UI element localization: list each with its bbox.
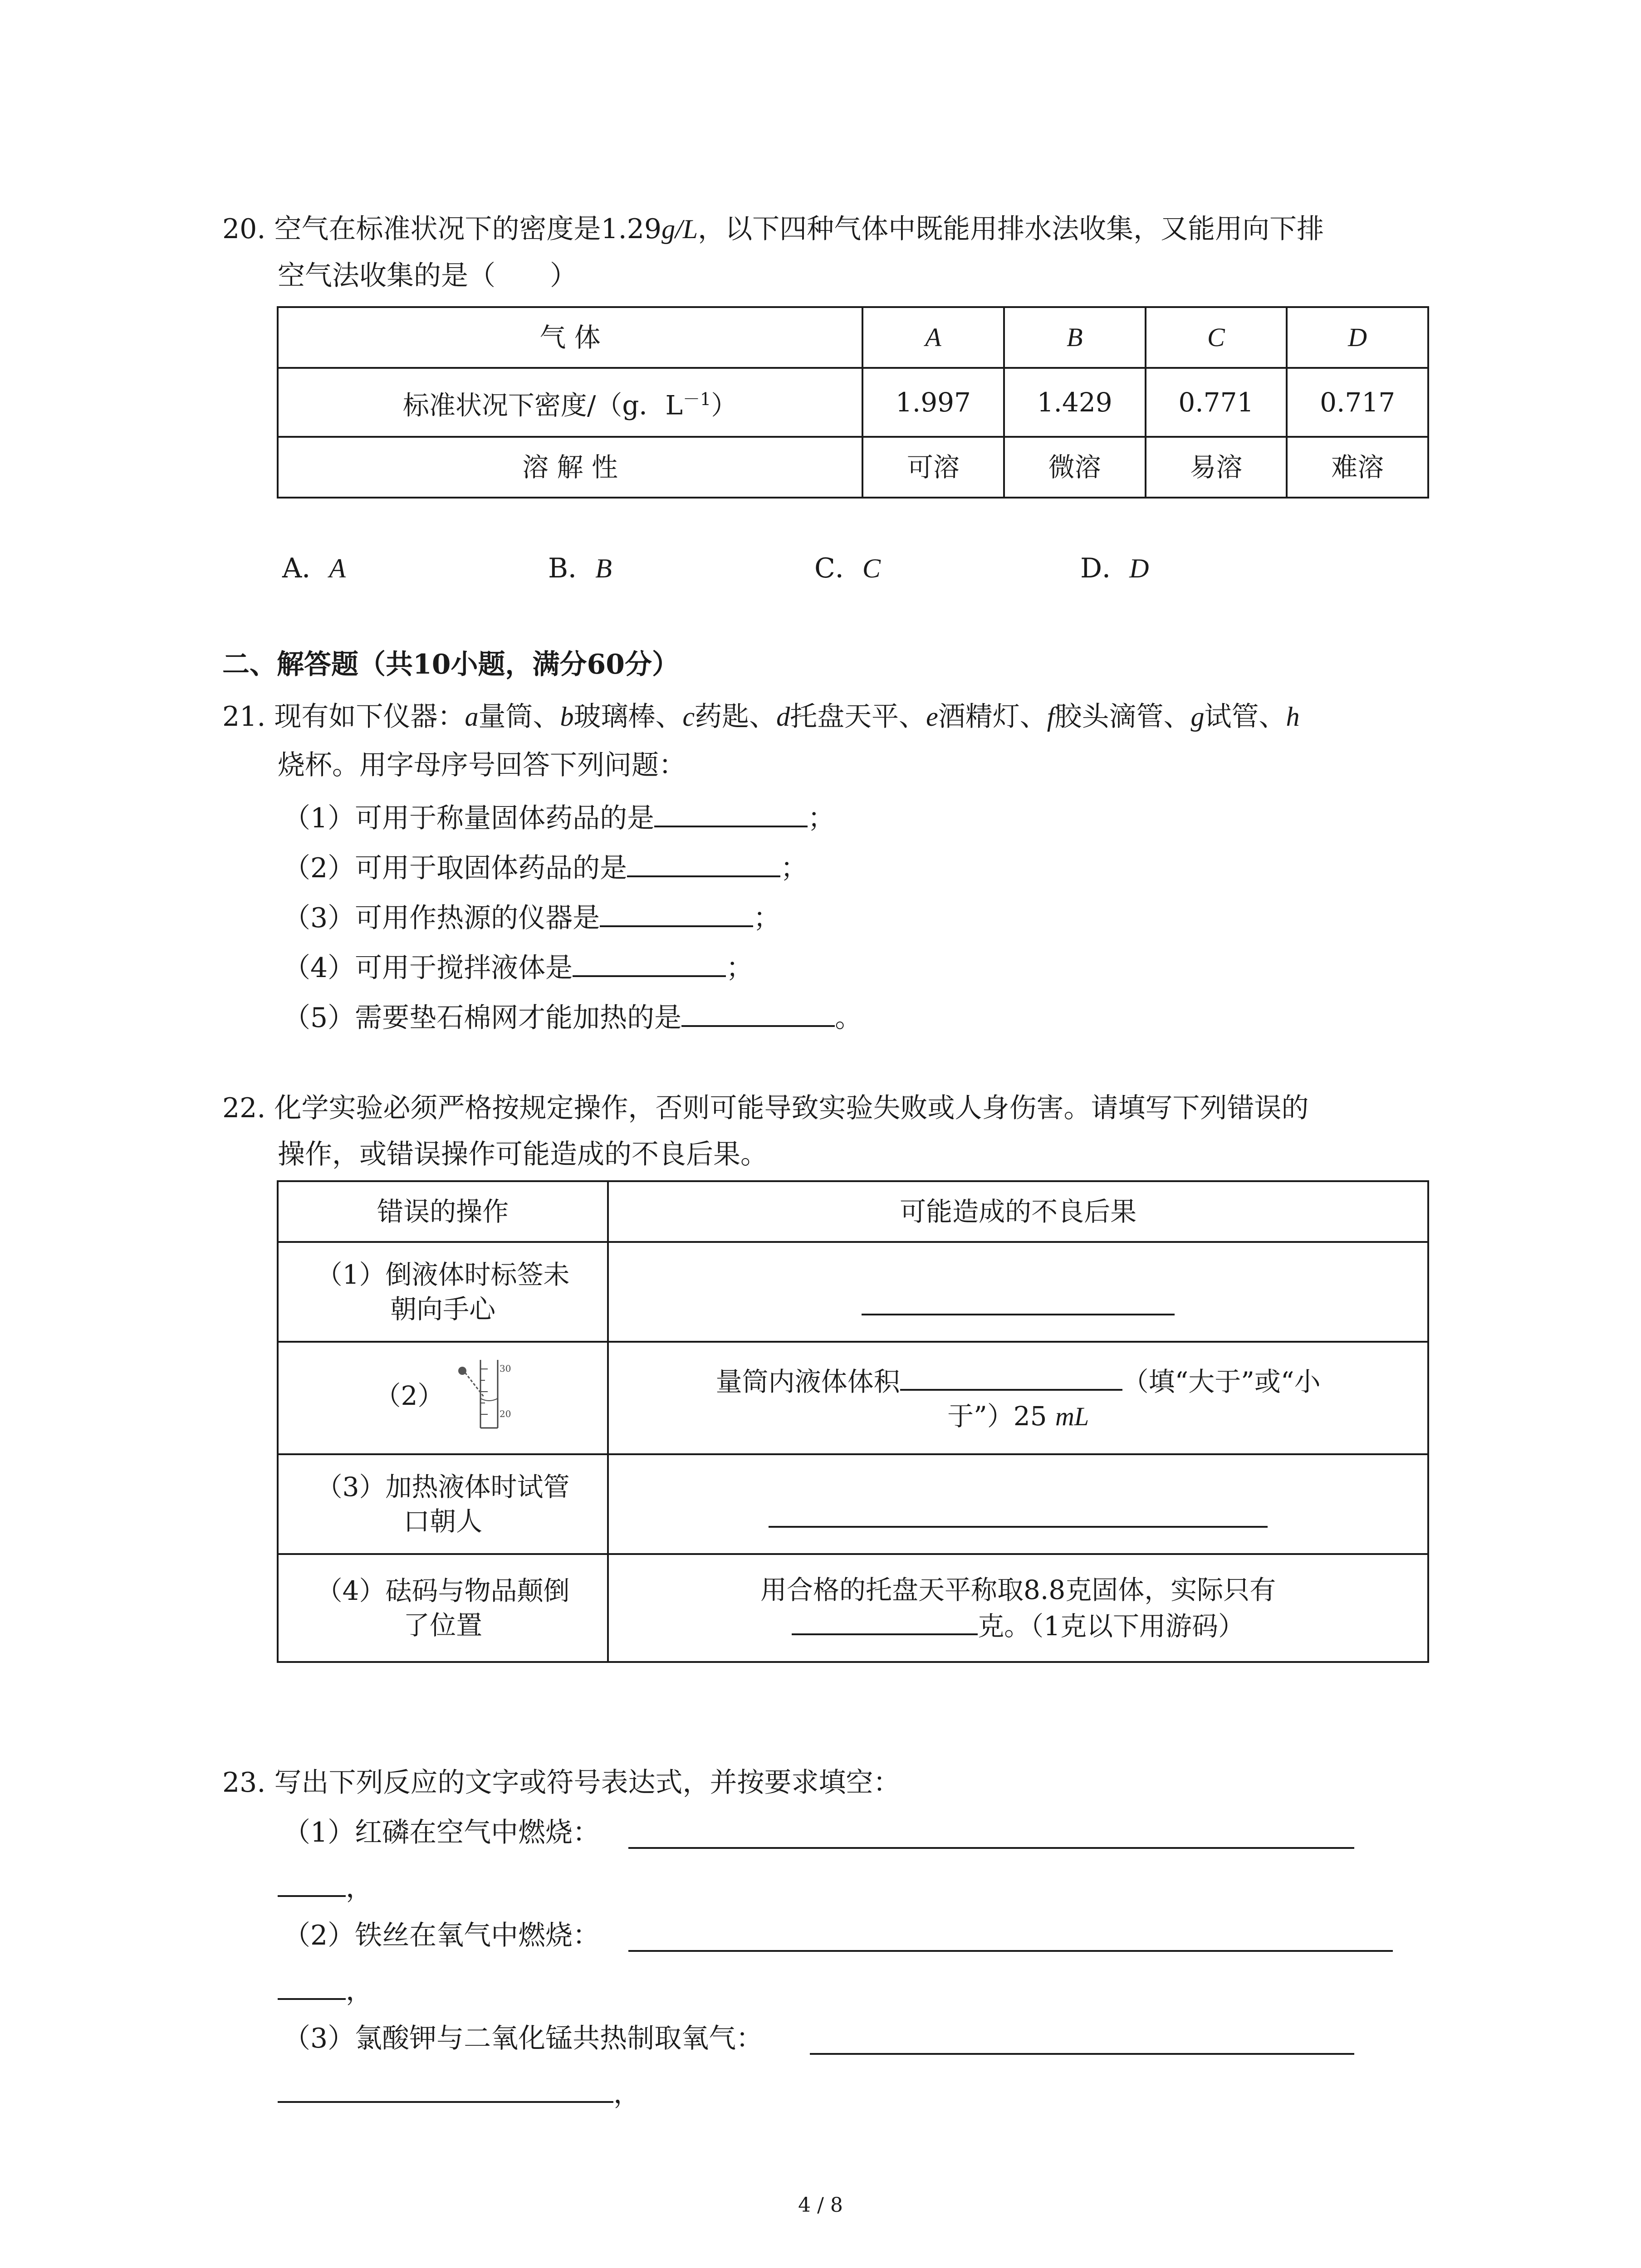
- q20-solubility-d: 难溶: [1287, 437, 1428, 498]
- cylinder-tick-label: 20: [499, 1408, 511, 1419]
- answer-blank[interactable]: [278, 2075, 613, 2103]
- q22-row3-left: （3）加热液体时试管 口朝人: [278, 1454, 608, 1554]
- q21-item-2: （2）可用于取固体药品的是 ；: [283, 849, 808, 884]
- q21-item-4: （4）可用于搅拌液体是 ；: [283, 949, 753, 984]
- answer-blank[interactable]: [628, 1950, 1393, 1952]
- q20-stem-a: 空气在标准状况下的密度是1.29: [274, 213, 662, 245]
- q20-table-density-row: [278, 368, 1428, 437]
- q20-table-solubility-row: [278, 437, 1428, 498]
- answer-blank[interactable]: [654, 799, 808, 827]
- answer-blank[interactable]: [573, 949, 726, 977]
- q20-density-c: 0.771: [1146, 368, 1287, 437]
- q20-density-b: 1.429: [1004, 368, 1146, 437]
- q20-header-c: C: [1146, 307, 1287, 368]
- q22-row-3: [278, 1454, 1428, 1554]
- section2-heading: 二、解答题（共10小题，满分60分）: [222, 649, 679, 680]
- q23-item-3: （3）氯酸钾与二氧化锰共热制取氧气：: [283, 2023, 764, 2054]
- q22-header-right: 可能造成的不良后果: [608, 1181, 1428, 1242]
- q20-table: [277, 306, 1429, 499]
- q22-table: [277, 1180, 1429, 1663]
- q21-line1: 21. 现有如下仪器：a量筒、b玻璃棒、c药匙、d托盘天平、e酒精灯、f胶头滴管、g试管、h: [222, 701, 1300, 733]
- q20-header-a: A: [862, 307, 1004, 368]
- q22-row1-left: （1）倒液体时标签未 朝向手心: [278, 1242, 608, 1342]
- q22-number: 22.: [222, 1092, 266, 1124]
- q22-row2-right: 量筒内液体体积 （填“大于”或“小 于”）25 mL: [608, 1342, 1428, 1454]
- q22-line2: 操作，或错误操作可能造成的不良后果。: [278, 1139, 768, 1170]
- q20-header-b: B: [1004, 307, 1146, 368]
- q20-option-c[interactable]: C．C: [814, 552, 881, 584]
- q22-row2-left: （2） 30 20: [278, 1342, 608, 1454]
- page-number: 4 / 8: [798, 2194, 843, 2217]
- q22-row-4: [278, 1554, 1428, 1662]
- q21-item-5: （5）需要垫石棉网才能加热的是 。: [283, 999, 862, 1034]
- q20-header-gas: 气 体: [278, 307, 862, 368]
- answer-blank[interactable]: [792, 1607, 978, 1635]
- q21-line2: 烧杯。用字母序号回答下列问题：: [278, 749, 686, 781]
- q20-header-d: D: [1287, 307, 1428, 368]
- q23-item-2-tail: ，: [278, 1972, 373, 2007]
- answer-blank[interactable]: [769, 1500, 1268, 1528]
- q22-row-2: [278, 1342, 1428, 1454]
- q20-number: 20.: [222, 213, 266, 245]
- answer-blank[interactable]: [810, 2053, 1354, 2055]
- answer-blank[interactable]: [681, 999, 835, 1027]
- q22-line1: 22. 化学实验必须严格按规定操作，否则可能导致实验失败或人身伤害。请填写下列错误的: [222, 1092, 1309, 1124]
- q21-item-1: （1）可用于称量固体药品的是 ；: [283, 799, 835, 834]
- q20-solubility-label: 溶 解 性: [278, 437, 862, 498]
- answer-blank[interactable]: [278, 1869, 346, 1897]
- q20-stem-b: ，以下四种气体中既能用排水法收集，又能用向下排: [698, 213, 1324, 245]
- q20-option-d[interactable]: D．D: [1080, 552, 1149, 584]
- q23-item-1-tail: ，: [278, 1869, 373, 1904]
- q22-row3-right: [608, 1454, 1428, 1554]
- answer-blank[interactable]: [900, 1363, 1122, 1391]
- answer-blank[interactable]: [862, 1287, 1175, 1315]
- answer-blank[interactable]: [627, 849, 780, 877]
- q22-row4-right: 用合格的托盘天平称取8.8克固体，实际只有 克。（1克以下用游码）: [608, 1554, 1428, 1662]
- answer-blank[interactable]: [278, 1972, 346, 2000]
- q23-number: 23.: [222, 1767, 266, 1799]
- q20-solubility-a: 可溶: [862, 437, 1004, 498]
- q20-solubility-b: 微溶: [1004, 437, 1146, 498]
- measuring-cylinder-icon: [452, 1355, 511, 1441]
- q20-option-a[interactable]: A．A: [282, 552, 346, 584]
- answer-blank[interactable]: [628, 1847, 1354, 1849]
- q22-table-header-row: [278, 1181, 1428, 1242]
- q23-item-1: （1）红磷在空气中燃烧：: [283, 1817, 600, 1848]
- answer-blank[interactable]: [600, 899, 753, 927]
- q21-item-3: （3）可用作热源的仪器是 ；: [283, 899, 780, 934]
- q23-stem-line: 23. 写出下列反应的文字或符号表达式，并按要求填空：: [222, 1767, 901, 1799]
- q23-item-2: （2）铁丝在氧气中燃烧：: [283, 1920, 600, 1951]
- q22-row-1: [278, 1242, 1428, 1342]
- q23-item-3-tail: ，: [278, 2075, 641, 2110]
- q20-line2: 空气法收集的是（ ）: [278, 260, 577, 292]
- q20-density-d: 0.717: [1287, 368, 1428, 437]
- q20-unit: g/L: [661, 214, 698, 244]
- q20-solubility-c: 易溶: [1146, 437, 1287, 498]
- q21-number: 21.: [222, 701, 266, 733]
- q20-density-a: 1.997: [862, 368, 1004, 437]
- q22-row1-right: [608, 1242, 1428, 1342]
- q20-table-header-row: [278, 307, 1428, 368]
- q20-density-label: 标准状况下密度/（g．$L^{-1}$）: [278, 368, 862, 437]
- q20-option-b[interactable]: B．B: [548, 552, 612, 584]
- q22-row4-left: （4）砝码与物品颠倒 了位置: [278, 1554, 608, 1662]
- q22-header-left: 错误的操作: [278, 1181, 608, 1242]
- cylinder-tick-label: 30: [499, 1363, 511, 1374]
- q20-line1: [222, 213, 1324, 245]
